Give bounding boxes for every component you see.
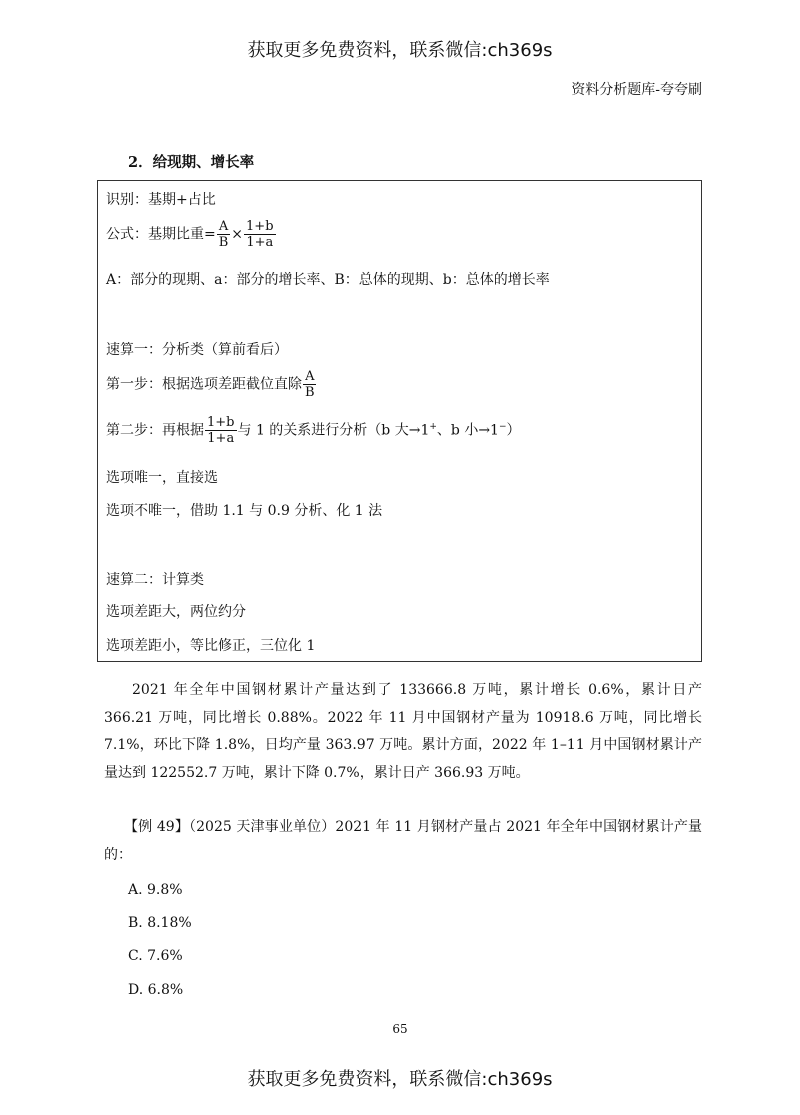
- option-a: A. 9.8%: [128, 882, 183, 898]
- step2-post: 与 1 的关系进行分析（b 大→1: [237, 422, 430, 439]
- superscript-plus: +: [429, 421, 437, 432]
- step1-line: [106, 369, 318, 400]
- not-unique-line: 选项不唯一，借助 1.1 与 0.9 分析、化 1 法: [106, 503, 383, 519]
- fraction-numerator: 1+b: [207, 415, 235, 430]
- promo-banner-bottom: 获取更多免费资料，联系微信:ch369s: [247, 1069, 553, 1090]
- fraction-a-over-b: [217, 219, 231, 250]
- fraction-denominator: B: [305, 385, 315, 400]
- option-b: B. 8.18%: [128, 915, 192, 931]
- page-number: 65: [392, 1022, 408, 1036]
- step2-end: ）: [506, 422, 521, 439]
- step2-pre: 第二步：再根据: [106, 422, 204, 439]
- promo-banner-top: 获取更多免费资料，联系微信:ch369s: [247, 40, 553, 61]
- option-d: D. 6.8%: [128, 982, 184, 998]
- fraction-denominator: B: [218, 235, 229, 250]
- fraction-denominator: 1+a: [207, 431, 235, 446]
- method1-title: 速算一：分析类（算前看后）: [106, 342, 288, 358]
- fraction-growth: [244, 219, 276, 250]
- formula-label: 公式：基期比重=: [106, 226, 216, 243]
- step2-line: [106, 415, 521, 446]
- identify-line: 识别：基期+占比: [106, 192, 216, 208]
- fraction-growth: [205, 415, 237, 446]
- fraction-denominator: 1+a: [246, 235, 274, 250]
- question-text: 【例 49】（2025 天津事业单位）2021 年 11 月钢材产量占 2021 年全年中国钢材累计产量的：: [104, 819, 702, 863]
- step1-text: 第一步：根据选项差距截位直除: [106, 376, 302, 393]
- formula-box: [97, 180, 702, 662]
- fraction-numerator: 1+b: [246, 219, 274, 234]
- fraction-a-over-b: [303, 369, 317, 400]
- legend-line: A：部分的现期、a：部分的增长率、B：总体的现期、b：总体的增长率: [106, 272, 550, 288]
- fraction-numerator: A: [305, 369, 315, 384]
- option-c: C. 7.6%: [128, 948, 183, 964]
- formula-line: [106, 219, 277, 250]
- gap-big-line: 选项差距大，两位约分: [106, 604, 246, 620]
- gap-small-line: 选项差距小，等比修正，三位化 1: [106, 638, 316, 654]
- times-sign: ×: [231, 226, 244, 243]
- unique-line: 选项唯一，直接选: [106, 470, 218, 486]
- passage-text: 2021 年全年中国钢材累计产量达到了 133666.8 万吨，累计增长 0.6%，累计日产 366.21 万吨，同比增长 0.88%。2022 年 11 月中国钢材产量为 10918.6 万吨，同比增长 7.1%，环比下降 1.8%，日均产量 363.97 万吨。累计方面，2022 年 1–11 月中国钢材累计产量达到 122552.7 万吨，累计下降 0.7%，累计日产 366.93 万吨。: [104, 682, 702, 781]
- superscript-minus: −: [498, 421, 507, 432]
- fraction-numerator: A: [218, 219, 229, 234]
- section-title: 2．给现期、增长率: [128, 154, 255, 171]
- method2-title: 速算二：计算类: [106, 572, 204, 588]
- page-header: 资料分析题库-夸夸刷: [571, 82, 702, 98]
- step2-mid: 、b 小→1: [436, 422, 499, 439]
